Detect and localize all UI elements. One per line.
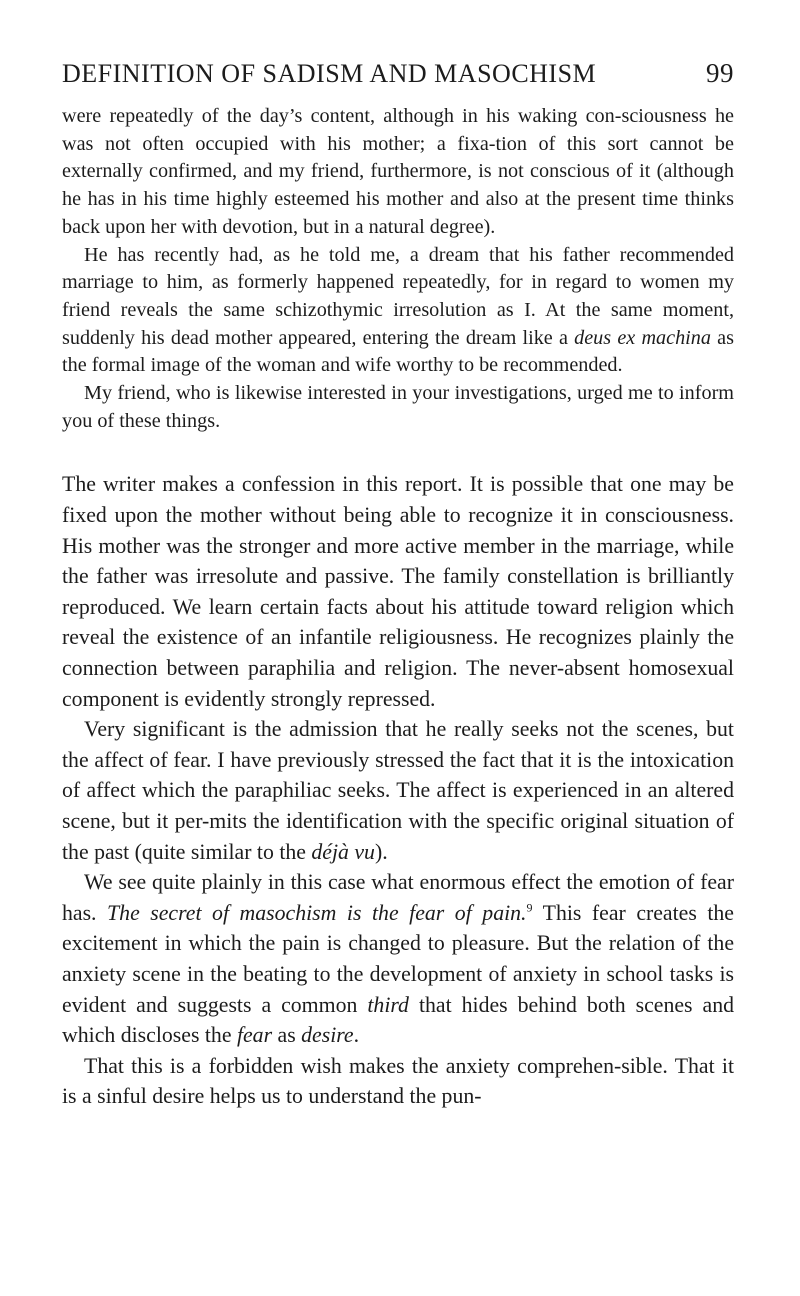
page-number: 99 xyxy=(706,58,734,88)
text-run: This fear creates the excitement in which the pain is changed to pleasure. But the relation of the anxiety scene in the beating to the development of anxiety in school tasks is evident and suggests a common xyxy=(62,900,734,1017)
text-run: That this is a forbidden wish makes the anxiety comprehen-sible. That it is a sinful desire helps us to understand the pun- xyxy=(62,1053,734,1109)
text-run: He has recently had, as he told me, a dream that his father recommended marriage to him, as formerly happened repeatedly, for in regard to women my friend reveals the same schizothymic irresolution as I. At the same moment, suddenly his dead mother appeared, entering the dream like a xyxy=(62,243,734,349)
paragraph xyxy=(62,1051,734,1112)
italic-text: third xyxy=(367,992,409,1017)
paragraph xyxy=(62,103,734,242)
paragraph xyxy=(62,469,734,714)
author-commentary xyxy=(62,469,734,1111)
paragraph xyxy=(62,867,734,1051)
paragraph xyxy=(62,380,734,435)
italic-text: The secret of masochism is the fear of pain. xyxy=(107,900,527,925)
italic-text: desire xyxy=(301,1023,354,1048)
text-run: My friend, who is likewise interested in your investigations, urged me to inform you of these things. xyxy=(62,382,734,432)
italic-text: déjà vu xyxy=(311,839,375,864)
text-run: that hides behind both scenes and which discloses the xyxy=(62,992,734,1048)
quoted-letter xyxy=(62,103,734,435)
italic-text: fear xyxy=(236,1023,273,1048)
running-head xyxy=(62,58,734,89)
paragraph xyxy=(62,242,734,381)
text-run: Very significant is the admission that he really seeks not the scenes, but the affect of fear. I have previously stressed the fact that it is the intoxication of affect which the paraphiliac seeks. The affect is experienced in an altered scene, but it per-mits the identification with the specific original situation of the past (quite similar to the xyxy=(62,717,734,864)
running-head-title: DEFINITION OF SADISM AND MASOCHISM xyxy=(62,59,597,88)
book-page xyxy=(62,58,734,1112)
paragraph xyxy=(62,714,734,867)
text-run: as xyxy=(272,1023,302,1048)
text-run: ). xyxy=(374,839,388,864)
text-run: were repeatedly of the day’s content, although in his waking con-sciousness he was not often occupied with his mother; a fixa-tion of this sort cannot be externally confirmed, and my friend, furthermore, is not conscious of it (although he has in his time highly esteemed his mother and also at the present time thinks back upon her with devotion, but in a natural degree). xyxy=(62,105,734,238)
text-run: . xyxy=(353,1023,360,1048)
text-run: as the formal image of the woman and wife worthy to be recommended. xyxy=(62,326,735,377)
text-run: The writer makes a confession in this report. It is possible that one may be fixed upon the mother without being able to recognize it in consciousness. His mother was the stronger and more active member in the marriage, while the father was irresolute and passive. The family constellation is brilliantly reproduced. We learn certain facts about his attitude toward religion which reveal the existence of an infantile religiousness. He recognizes plainly the connection between paraphilia and religion. The never-absent homosexual component is evidently strongly repressed. xyxy=(62,472,734,711)
text-run: We see quite plainly in this case what enormous effect the emotion of fear has. xyxy=(62,870,734,925)
footnote-ref: 9 xyxy=(526,900,533,915)
italic-text: deus ex machina xyxy=(574,326,711,349)
